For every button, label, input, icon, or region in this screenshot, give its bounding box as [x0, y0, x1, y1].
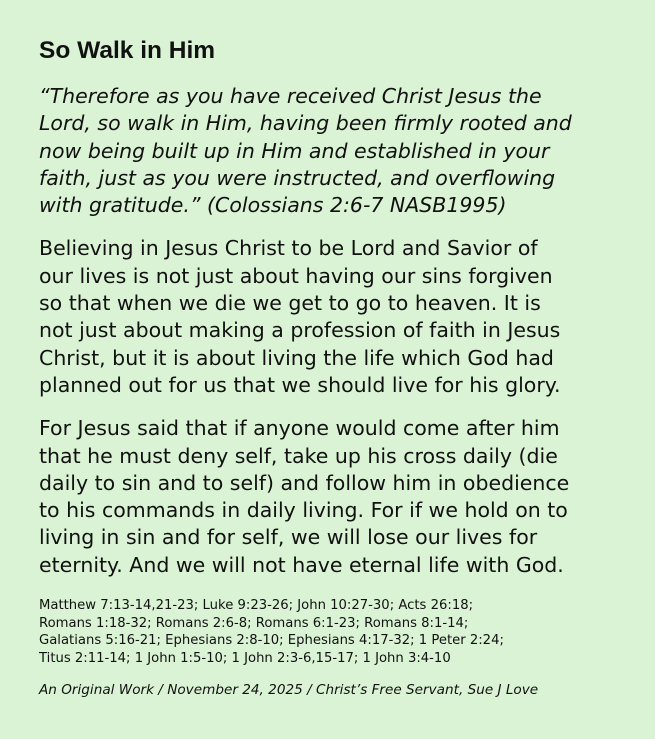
body-paragraph-2 — [39, 415, 635, 579]
quote-line: with gratitude.” (Colossians 2:6-7 NASB1995) — [39, 193, 507, 218]
scripture-references — [39, 597, 635, 668]
reference-line: Matthew 7:13-14,21-23; Luke 9:23-26; John 10:27-30; Acts 26:18; — [39, 598, 474, 614]
reference-line: Romans 1:18-32; Romans 2:6-8; Romans 6:1-23; Romans 8:1-14; — [39, 615, 469, 631]
body-paragraph-1 — [39, 235, 635, 399]
paragraph-line: that he must deny self, take up his cross daily (die — [39, 443, 558, 468]
scripture-quote — [39, 83, 635, 219]
quote-line: “Therefore as you have received Christ Jesus the — [39, 84, 542, 108]
paragraph-line: eternity. And we will not have eternal life with God. — [39, 552, 564, 577]
paragraph-line: daily to sin and to self) and follow him in obedience — [39, 470, 570, 495]
paragraph-line: Christ, but it is about living the life which God had — [39, 345, 554, 370]
page-title: So Walk in Him — [39, 37, 216, 64]
paragraph-line: to his commands in daily living. For if we hold on to — [39, 498, 568, 523]
author-signature: An Original Work / November 24, 2025 / Christ’s Free Servant, Sue J Love — [39, 681, 539, 698]
paragraph-line: our lives is not just about having our sins forgiven — [39, 263, 553, 288]
paragraph-line: not just about making a profession of faith in Jesus — [39, 318, 561, 343]
quote-line: now being built up in Him and established in your — [39, 138, 550, 163]
reference-line: Galatians 5:16-21; Ephesians 2:8-10; Ephesians 4:17-32; 1 Peter 2:24; — [39, 633, 504, 649]
paragraph-line: planned out for us that we should live for his glory. — [39, 372, 561, 397]
paragraph-line: living in sin and for self, we will lose our lives for — [39, 525, 538, 550]
paragraph-line: Believing in Jesus Christ to be Lord and Savior of — [39, 236, 538, 261]
quote-line: faith, just as you were instructed, and overflowing — [39, 165, 556, 190]
paragraph-line: so that when we die we get to go to heaven. It is — [39, 291, 541, 316]
reference-line: Titus 2:11-14; 1 John 1:5-10; 1 John 2:3-6,15-17; 1 John 3:4-10 — [39, 651, 451, 667]
quote-line: Lord, so walk in Him, having been firmly rooted and — [39, 111, 572, 136]
paragraph-line: For Jesus said that if anyone would come after him — [39, 416, 560, 441]
